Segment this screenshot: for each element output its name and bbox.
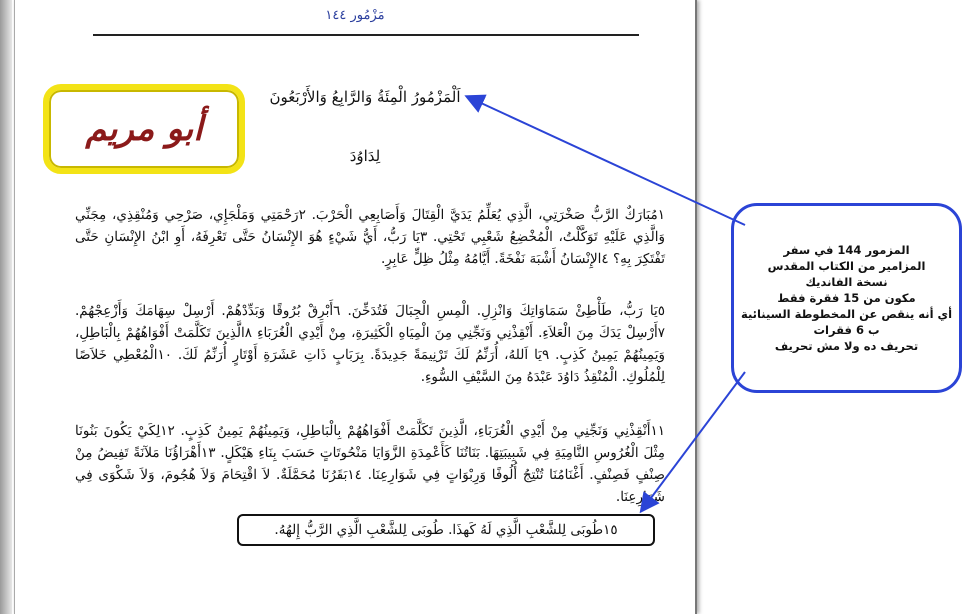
arrow-to-final-verse bbox=[642, 372, 745, 510]
running-header: مَزْمُور ١٤٤ bbox=[325, 8, 385, 23]
verse-paragraph-3: ١١أَنْقِذْنِي وَنَجِّنِي مِنْ أَيْدِي الْغُرَبَاءِ، الَّذِينَ تَكَلَّمَتْ أَفْوَاهُهُمْ بِالْبَاطِلِ، وَيَمِينُهُمْ يَمِينُ كَذِبٍ. ١٢لِكَيْ يَكُونَ بَنُونَا مِثْلَ الْغُرُوسِ النَّامِيَةِ فِي شَبِيبَتِهَا. بَنَاتُنَا كَأَعْمِدَةِ الزَّوَايَا مَنْحُوتَاتٍ حَسَبَ بِنَاءِ هَيْكَلٍ. ١٣أَهْرَاؤُنَا مَلآنَةً تَفِيضُ مِنْ صِنْفٍ فَصِنْفٍ. أَغْنَامُنَا تُنْتِجُ أُلُوفًا وَرِبْوَاتٍ فِي شَوَارِعِنَا. ١٤بَقَرُنَا مُحَمَّلَةٌ. لاَ اقْتِحَامَ وَلاَ هُجُومَ، وَلاَ شَكْوَى فِي شَوَارِعِنَا. bbox=[75, 423, 666, 505]
stamp-text: أبو مريم bbox=[85, 109, 203, 149]
psalm-subtitle: لِدَاوُدَ bbox=[349, 147, 381, 165]
verse-paragraph-2: ٥يَا رَبُّ، طَأْطِئْ سَمَاوَاتِكَ وَانْزِلِ. الْمِسِ الْجِبَالَ فَتُدَخِّنَ. ٦أَبْرِقْ بُرُوقًا وَبَدِّدْهُمْ. أَرْسِلْ سِهَامَكَ وَأَزْعِجْهُمْ. ٧أَرْسِلْ يَدَكَ مِنَ الْعَلاَءِ. أَنْقِذْنِي وَنَجِّنِي مِنَ الْمِيَاهِ الْكَثِيرَةِ، مِنْ أَيْدِي الْغُرَبَاءِ ٨الَّذِينَ تَكَلَّمَتْ أَفْوَاهُهُمْ بِالْبَاطِلِ، وَيَمِينُهُمْ يَمِينُ كَذِبٍ. ٩يَا اَللهُ، أُرَنِّمُ لَكَ تَرْنِيمَةً جَدِيدَةً. بِرَبَابٍ ذَاتِ عَشَرَةِ أَوْتَارٍ أُرَنِّمُ لَكَ. ١٠الْمُعْطِي خَلاَصًا لِلْمُلُوكِ. الْمُنْقِذُ دَاوُدَ عَبْدَهُ مِنَ السَّيْفِ السُّوءِ. bbox=[75, 303, 665, 385]
psalm-title: اَلْمَزْمُورُ الْمِئَةُ وَالرَّابِعُ وَالأَرْبَعُونَ bbox=[269, 88, 461, 106]
callout-line: المزمور 144 في سفر bbox=[783, 243, 910, 257]
callout-line: ب 6 فقرات bbox=[813, 323, 880, 337]
arrow-to-title bbox=[468, 97, 745, 225]
callout-line: مكون من 15 فقرة فقط bbox=[777, 291, 916, 305]
highlighted-final-verse: ١٥طُوبَى لِلشَّعْبِ الَّذِي لَهُ كَهذَا. طُوبَى لِلشَّعْبِ الَّذِي الرَّبُّ إِلهُهُ. bbox=[237, 514, 655, 546]
callout-line: نسخة الفانديك bbox=[805, 275, 888, 289]
verse-paragraph-1: ١مُبَارَكٌ الرَّبُّ صَخْرَتِي، الَّذِي يُعَلِّمُ يَدَيَّ الْقِتَالَ وَأَصَابِعِي الْحَرْبَ. ٢رَحْمَتِي وَمَلْجَإِي، صَرْحِي وَمُنْقِذِي، مِجَنِّي وَالَّذِي عَلَيْهِ تَوَكَّلْتُ، الْمُخْضِعُ شَعْبِي تَحْتِي. ٣يَا رَبُّ، أَيُّ شَيْءٍ هُوَ الإِنْسَانُ حَتَّى تَعْرِفَهُ، أَوِ ابْنُ الإِنْسَانِ حَتَّى تَفْتَكِرَ بِهِ؟ ٤الإِنْسَانُ أَشْبَهَ نَفْخَةً. أَيَّامُهُ مِثْلُ ظِلٍّ عَابِرٍ. bbox=[75, 207, 666, 267]
callout-line: أي أنه ينقص عن المخطوطة السينائية bbox=[740, 307, 953, 321]
callout-line: المزامير من الكتاب المقدس bbox=[767, 259, 926, 273]
callout-line: تحريف ده ولا مش تحريف bbox=[774, 339, 919, 353]
